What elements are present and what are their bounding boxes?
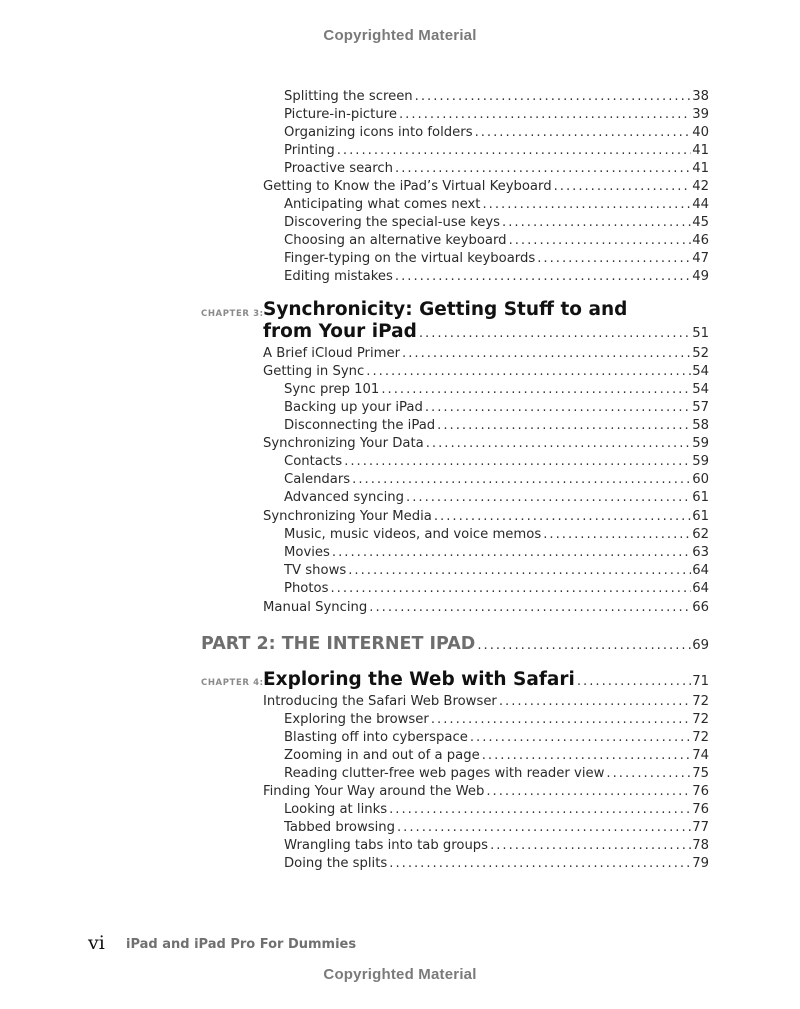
entry-page: 57 [692, 400, 709, 415]
entry-page: 39 [692, 107, 709, 122]
entry-page: 79 [692, 856, 709, 871]
dot-leader [348, 562, 691, 580]
entry-page: 41 [692, 143, 709, 158]
toc-entry [263, 599, 709, 617]
toc-entry [263, 178, 709, 196]
entry-title: Picture-in-picture [284, 107, 397, 122]
entry-page: 76 [692, 784, 709, 799]
entry-page: 78 [692, 838, 709, 853]
dot-leader [431, 711, 691, 729]
entry-page: 44 [692, 197, 709, 212]
entry-title: Printing [284, 143, 335, 158]
toc-entry [284, 106, 709, 124]
toc-entry [284, 399, 709, 417]
toc-entry [284, 801, 709, 819]
entry-title: Wrangling tabs into tab groups [284, 838, 489, 853]
dot-leader [397, 819, 691, 837]
entry-page: 61 [692, 509, 709, 524]
entry-page: 62 [692, 527, 709, 542]
dot-leader [499, 693, 691, 711]
dot-leader [369, 599, 691, 617]
entry-page: 63 [692, 545, 709, 560]
dot-leader [482, 196, 691, 214]
entry-title: Choosing an alternative keyboard [284, 233, 507, 248]
part-2-page: 69 [692, 638, 709, 653]
toc-entry [263, 508, 709, 526]
copyright-watermark-top: Copyrighted Material [323, 27, 477, 44]
dot-leader [434, 508, 691, 526]
entry-title: Introducing the Safari Web Browser [263, 694, 497, 709]
entry-page: 76 [692, 802, 709, 817]
footer-book-title: iPad and iPad Pro For Dummies [126, 937, 357, 952]
toc-entry [284, 160, 709, 178]
toc-entry [284, 711, 709, 729]
toc-entry [284, 729, 709, 747]
dot-leader [486, 783, 691, 801]
entry-page: 72 [692, 730, 709, 745]
entry-page: 58 [692, 418, 709, 433]
dot-leader [381, 381, 691, 399]
dot-leader [502, 214, 691, 232]
entry-page: 45 [692, 215, 709, 230]
chapter-4-page: 71 [692, 674, 709, 689]
dot-leader [537, 250, 691, 268]
dot-leader [482, 747, 691, 765]
entry-title: Editing mistakes [284, 269, 393, 284]
dot-leader [389, 855, 691, 873]
toc-entry [284, 453, 709, 471]
dot-leader [406, 489, 691, 507]
dot-leader [352, 471, 691, 489]
toc-entry [284, 855, 709, 873]
toc-entry [284, 381, 709, 399]
entry-page: 59 [692, 454, 709, 469]
toc-entry [284, 819, 709, 837]
dot-leader [426, 435, 692, 453]
entry-title: Anticipating what comes next [284, 197, 481, 212]
entry-title: Finding Your Way around the Web [263, 784, 485, 799]
dot-leader [475, 124, 692, 142]
entry-title: Doing the splits [284, 856, 388, 871]
toc-entry [284, 417, 709, 435]
entry-title: Calendars [284, 472, 351, 487]
toc-entry [263, 363, 709, 381]
entry-title: Advanced syncing [284, 490, 405, 505]
toc-entry [284, 765, 709, 783]
toc-entry [263, 693, 709, 711]
entry-title: Getting to Know the iPad’s Virtual Keyboard [263, 179, 552, 194]
toc-entry [284, 526, 709, 544]
part-2-heading [201, 632, 709, 658]
entry-title: Backing up your iPad [284, 400, 423, 415]
dot-leader [395, 160, 691, 178]
toc-entry [284, 250, 709, 268]
chapter-3-page: 51 [692, 326, 709, 341]
dot-leader [554, 178, 692, 196]
entry-page: 54 [692, 364, 709, 379]
entry-page: 47 [692, 251, 709, 266]
dot-leader [332, 544, 691, 562]
dot-leader [331, 580, 692, 598]
entry-page: 54 [692, 382, 709, 397]
entry-page: 66 [692, 600, 709, 615]
entry-title: Splitting the screen [284, 89, 413, 104]
entry-page: 72 [692, 694, 709, 709]
entry-page: 49 [692, 269, 709, 284]
toc-entry [284, 562, 709, 580]
chapter-4-title-row [263, 668, 709, 694]
part-2-title: PART 2: THE INTERNET IPAD [201, 634, 476, 654]
entry-title: Sync prep 101 [284, 382, 380, 397]
toc-entry [284, 196, 709, 214]
entry-title: Blasting off into cyberspace [284, 730, 468, 745]
entry-title: Proactive search [284, 161, 394, 176]
entry-page: 59 [692, 436, 709, 451]
chapter-3-title-line2: from Your iPad [263, 321, 417, 342]
chapter-3-label: CHAPTER 3: [201, 309, 264, 319]
dot-leader [399, 106, 691, 124]
dot-leader [543, 526, 691, 544]
entry-title: Contacts [284, 454, 343, 469]
chapter-3-title-line1: Synchronicity: Getting Stuff to and [263, 299, 628, 320]
entry-title: Finger-typing on the virtual keyboards [284, 251, 536, 266]
dot-leader [477, 634, 692, 658]
entry-page: 46 [692, 233, 709, 248]
entry-title: A Brief iCloud Primer [263, 346, 401, 361]
toc-entry [284, 747, 709, 765]
dot-leader [470, 729, 691, 747]
entry-page: 64 [692, 563, 709, 578]
dot-leader [419, 322, 691, 346]
entry-page: 74 [692, 748, 709, 763]
chapter-4-title: Exploring the Web with Safari [263, 669, 575, 690]
dot-leader [344, 453, 691, 471]
dot-leader [509, 232, 692, 250]
entry-page: 72 [692, 712, 709, 727]
dot-leader [402, 345, 691, 363]
entry-page: 61 [692, 490, 709, 505]
dot-leader [490, 837, 691, 855]
entry-title: Tabbed browsing [284, 820, 395, 835]
chapter-3-title-row [263, 320, 709, 346]
toc-entry [263, 345, 709, 363]
entry-title: Organizing icons into folders [284, 125, 473, 140]
entry-page: 64 [692, 581, 709, 596]
entry-title: Exploring the browser [284, 712, 429, 727]
dot-leader [389, 801, 691, 819]
entry-page: 52 [692, 346, 709, 361]
entry-page: 40 [692, 125, 709, 140]
dot-leader [425, 399, 691, 417]
toc-entry [284, 142, 709, 160]
entry-page: 42 [692, 179, 709, 194]
toc-entry [284, 268, 709, 286]
dot-leader [395, 268, 691, 286]
dot-leader [437, 417, 691, 435]
entry-page: 60 [692, 472, 709, 487]
toc-entry [284, 837, 709, 855]
entry-title: Manual Syncing [263, 600, 368, 615]
toc-entry [284, 124, 709, 142]
toc-entry [284, 88, 709, 106]
toc-entry [263, 783, 709, 801]
chapter-4-label: CHAPTER 4: [201, 678, 264, 688]
entry-title: Synchronizing Your Data [263, 436, 424, 451]
dot-leader [366, 363, 691, 381]
toc-entry [284, 471, 709, 489]
entry-page: 75 [692, 766, 709, 781]
dot-leader [606, 765, 691, 783]
dot-leader [415, 88, 692, 106]
entry-title: Photos [284, 581, 329, 596]
dot-leader [577, 670, 691, 694]
toc-entry [284, 544, 709, 562]
toc-entry [284, 580, 709, 598]
entry-page: 41 [692, 161, 709, 176]
entry-title: Looking at links [284, 802, 388, 817]
entry-title: TV shows [284, 563, 347, 578]
dot-leader [337, 142, 691, 160]
entry-page: 38 [692, 89, 709, 104]
toc-entry [284, 232, 709, 250]
entry-title: Disconnecting the iPad [284, 418, 436, 433]
entry-title: Zooming in and out of a page [284, 748, 480, 763]
entry-title: Synchronizing Your Media [263, 509, 432, 524]
copyright-watermark-bottom: Copyrighted Material [323, 966, 477, 983]
footer-page-number: vi [88, 932, 105, 954]
entry-title: Discovering the special-use keys [284, 215, 501, 230]
toc-entry [284, 214, 709, 232]
toc-entry [284, 489, 709, 507]
entry-title: Reading clutter-free web pages with reader view [284, 766, 605, 781]
entry-title: Music, music videos, and voice memos [284, 527, 542, 542]
toc-entry [263, 435, 709, 453]
entry-title: Movies [284, 545, 330, 560]
entry-page: 77 [692, 820, 709, 835]
entry-title: Getting in Sync [263, 364, 365, 379]
